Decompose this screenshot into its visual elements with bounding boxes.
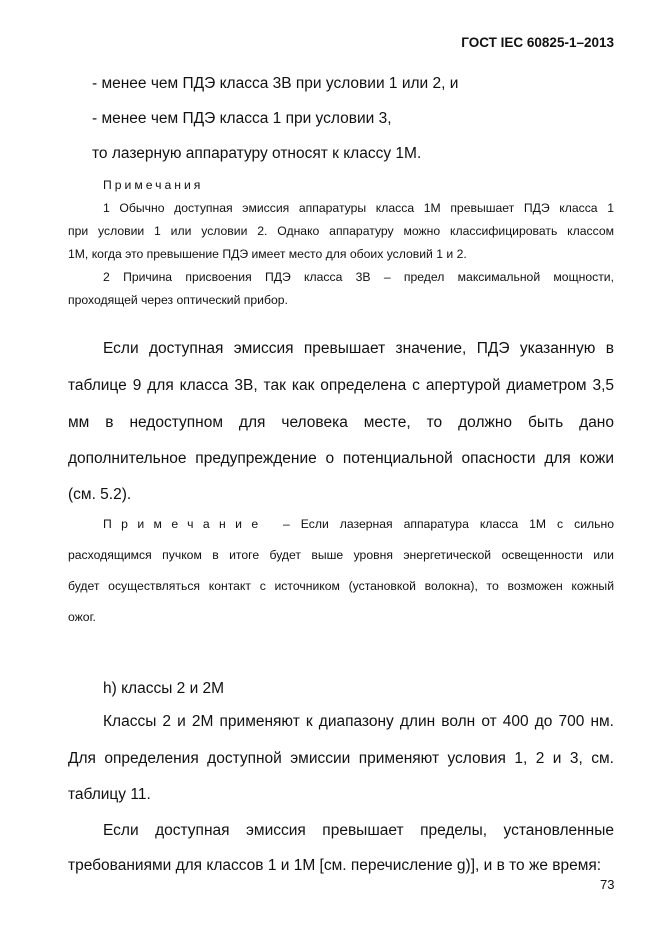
note-line: проходящей через оптический прибор.: [68, 293, 288, 307]
section-heading: h) классы 2 и 2М: [103, 680, 225, 697]
paragraph-line: мм в недоступном для человека месте, то должно быть дано: [68, 414, 614, 431]
note-label: Примечание: [103, 517, 268, 531]
note-line: при условии 1 или условии 2. Однако аппаратуру можно классифицировать классом: [68, 224, 614, 238]
note-line: – Если лазерная аппаратура класса 1М с сильно: [283, 517, 614, 531]
document-header: ГОСТ IEC 60825-1–2013: [461, 35, 614, 50]
list-item: - менее чем ПДЭ класса 1 при условии 3,: [92, 110, 392, 127]
paragraph-line: Если доступная эмиссия превышает пределы, установленные: [103, 822, 614, 839]
paragraph-line: (см. 5.2).: [68, 486, 132, 503]
note-line: 1 Обычно доступная эмиссия аппаратуры класса 1М превышает ПДЭ класса 1: [103, 201, 614, 215]
paragraph-line: Если доступная эмиссия превышает значение, ПДЭ указанную в: [103, 340, 614, 357]
list-item: - менее чем ПДЭ класса 3В при условии 1 или 2, и: [92, 75, 459, 92]
notes-title: Примечания: [103, 178, 204, 192]
paragraph-line: таблице 9 для класса 3В, так как определена с апертурой диаметром 3,5: [68, 377, 614, 394]
paragraph-line: Классы 2 и 2М применяют к диапазону длин волн от 400 до 700 нм.: [103, 713, 614, 730]
note-line: будет осуществляться контакт с источником (установкой волокна), то возможен кожный: [68, 579, 614, 593]
note-line: 2 Причина присвоения ПДЭ класса 3В – предел максимальной мощности,: [103, 270, 614, 284]
paragraph-line: Для определения доступной эмиссии применяют условия 1, 2 и 3, см.: [68, 750, 614, 767]
conclusion-text: то лазерную аппаратуру относят к классу 1М.: [92, 145, 422, 162]
note-line: расходящимся пучком в итоге будет выше уровня энергетической освещенности или: [68, 548, 614, 562]
paragraph-line: требованиями для классов 1 и 1М [см. перечисление g)], и в то же время:: [68, 857, 602, 874]
paragraph-line: дополнительное предупреждение о потенциальной опасности для кожи: [68, 450, 614, 467]
paragraph-line: таблицу 11.: [68, 786, 151, 803]
note-line: ожог.: [68, 610, 96, 624]
page-number: 73: [600, 877, 615, 892]
note-line: 1М, когда это превышение ПДЭ имеет место для обоих условий 1 и 2.: [68, 247, 467, 261]
